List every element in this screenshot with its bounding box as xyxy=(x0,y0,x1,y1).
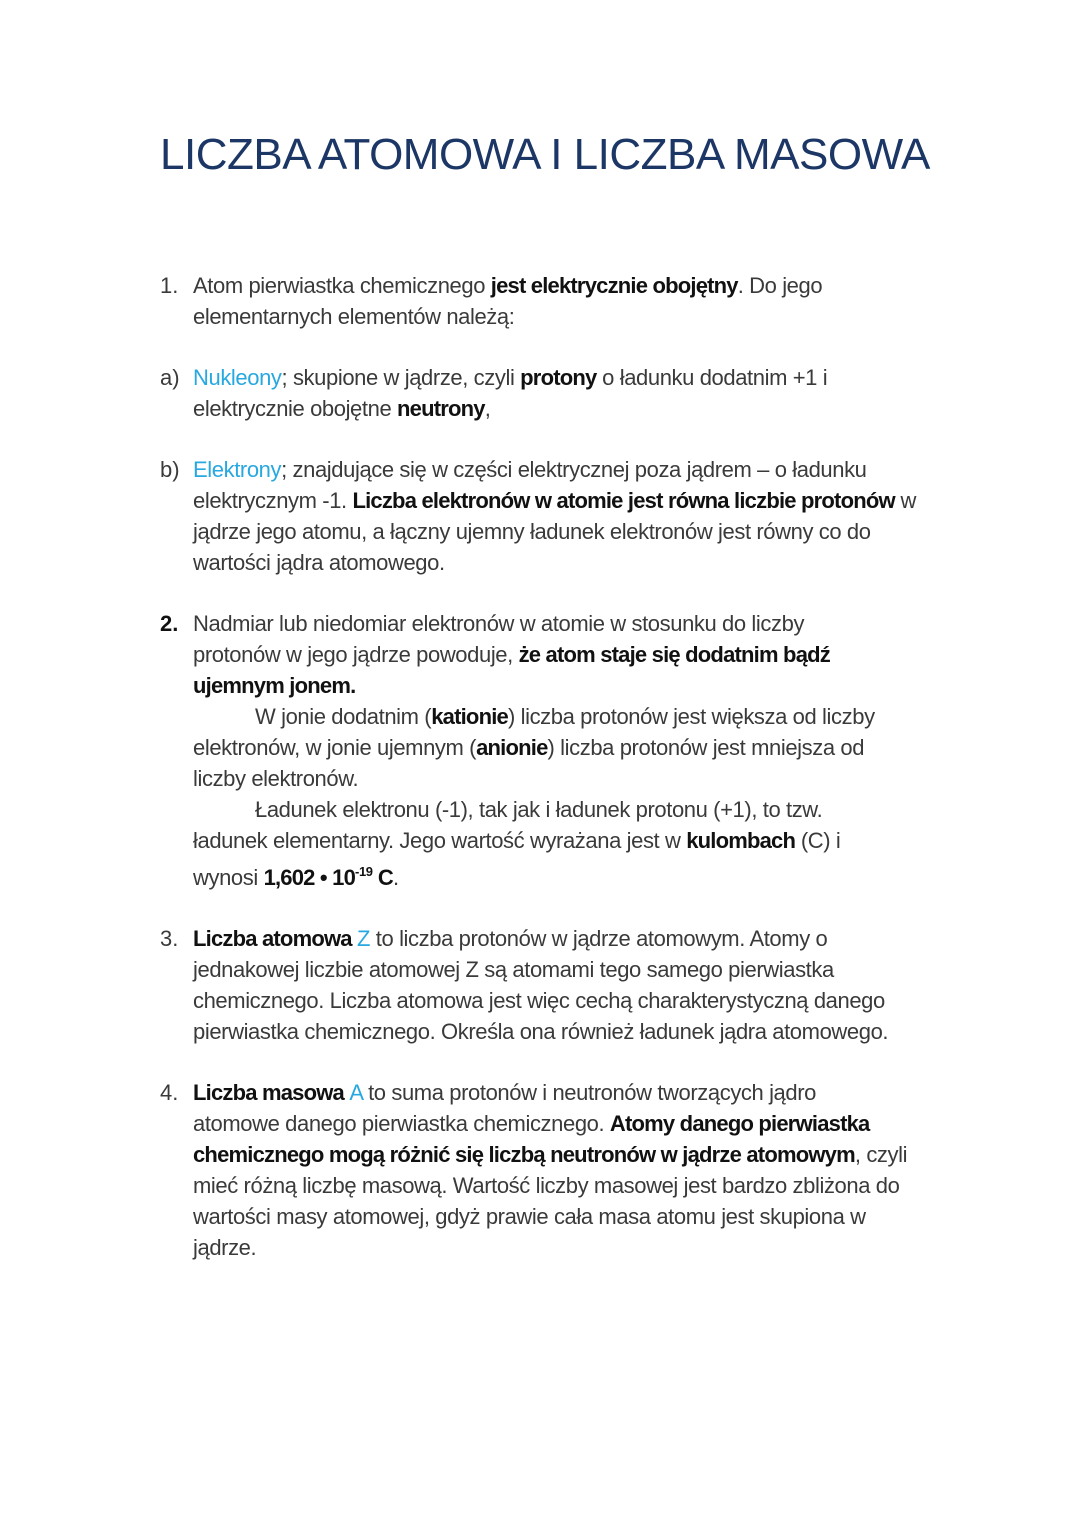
list-item xyxy=(160,923,980,1047)
text-line xyxy=(193,923,980,954)
text: jednakowej liczbie atomowej Z są atomami tego samego pierwiastka xyxy=(193,957,834,982)
text-line xyxy=(193,485,980,516)
text: (C) i xyxy=(795,828,841,853)
list-item xyxy=(160,1077,980,1263)
text: liczby elektronów. xyxy=(193,766,359,791)
text: w xyxy=(894,488,917,513)
text: wartości masy atomowej, gdyż prawie cała masa atomu jest skupiona w xyxy=(193,1204,866,1229)
text-line xyxy=(193,1016,980,1047)
list-item xyxy=(160,454,980,578)
text: pierwiastka chemicznego. Określa ona również ładunek jądra atomowego. xyxy=(193,1019,889,1044)
bold-text: protony xyxy=(520,365,597,390)
page-title: LICZBA ATOMOWA I LICZBA MASOWA xyxy=(160,130,930,179)
text: . xyxy=(393,865,399,890)
text-line xyxy=(193,1232,980,1263)
bold-text: Liczba masowa xyxy=(193,1080,350,1105)
list-marker: 4. xyxy=(160,1080,179,1105)
list-marker: 3. xyxy=(160,926,179,951)
text: , czyli xyxy=(854,1142,908,1167)
bold-text: Liczba atomowa xyxy=(193,926,358,951)
text-line xyxy=(193,825,980,856)
text: W jonie dodatnim ( xyxy=(255,704,432,729)
text-line xyxy=(193,454,980,485)
text-line xyxy=(193,362,980,393)
text: ) liczba protonów jest większa od liczby xyxy=(507,704,875,729)
text: elementarnych elementów należą: xyxy=(193,304,515,329)
text-line xyxy=(193,393,980,424)
text-line xyxy=(193,1108,980,1139)
text: chemicznego. Liczba atomowa jest więc cechą charakterystyczną danego xyxy=(193,988,885,1013)
text: mieć różną liczbę masową. Wartość liczby masowej jest bardzo zbliżona do xyxy=(193,1173,900,1198)
list-marker: b) xyxy=(160,457,180,482)
text-line xyxy=(193,985,980,1016)
text: Ładunek elektronu (-1), tak jak i ładunek protonu (+1), to tzw. xyxy=(255,797,823,822)
text: Nadmiar lub niedomiar elektronów w atomie w stosunku do liczby xyxy=(193,611,805,636)
text: protonów w jego jądrze powoduje, xyxy=(193,642,519,667)
highlighted-term: Z xyxy=(357,926,371,951)
superscript: -19 xyxy=(355,864,373,879)
text-line xyxy=(193,608,980,639)
bold-text: chemicznego mogą różnić się liczbą neutronów w jądrze atomowym xyxy=(193,1142,855,1167)
bold-text: że atom staje się dodatnim bądź xyxy=(518,642,830,667)
text-line xyxy=(193,701,980,732)
list-marker: a) xyxy=(160,365,180,390)
text-line xyxy=(193,1139,980,1170)
text-line xyxy=(193,732,980,763)
text-line xyxy=(193,763,980,794)
text: ładunek elementarny. Jego wartość wyrażana jest w xyxy=(193,828,687,853)
list-item xyxy=(160,362,980,424)
text: atomowe danego pierwiastka chemicznego. xyxy=(193,1111,610,1136)
text-line xyxy=(193,794,980,825)
text-line xyxy=(193,856,980,893)
text: ) liczba protonów jest mniejsza od xyxy=(547,735,865,760)
text: elektrycznym -1. xyxy=(193,488,353,513)
highlighted-term: Elektrony xyxy=(193,457,282,482)
text: . Do jego xyxy=(737,273,823,298)
list-marker: 1. xyxy=(160,273,179,298)
text: wynosi xyxy=(193,865,264,890)
text-line xyxy=(193,639,980,670)
bold-text: ujemnym jonem. xyxy=(193,673,356,698)
list-marker: 2. xyxy=(160,611,179,636)
text-line xyxy=(193,516,980,547)
list-item xyxy=(160,270,980,332)
text: elektronów, w jonie ujemnym ( xyxy=(193,735,477,760)
bold-text: Liczba elektronów w atomie jest równa liczbie protonów xyxy=(352,488,895,513)
text: Atom pierwiastka chemicznego xyxy=(193,273,491,298)
highlighted-term: A xyxy=(349,1080,363,1105)
text: jądrze. xyxy=(193,1235,257,1260)
highlighted-term: Nukleony xyxy=(193,365,282,390)
document-body xyxy=(160,270,980,1293)
text: ; znajdujące się w części elektrycznej poza jądrem – o ładunku xyxy=(281,457,867,482)
bold-text: C xyxy=(372,865,394,890)
bold-text: kationie xyxy=(431,704,508,729)
text-line xyxy=(193,547,980,578)
text: jądrze jego atomu, a łączny ujemny ładunek elektronów jest równy co do xyxy=(193,519,871,544)
text-line xyxy=(193,1201,980,1232)
text: elektrycznie obojętne xyxy=(193,396,397,421)
text: to suma protonów i neutronów tworzących jądro xyxy=(362,1080,816,1105)
text-line xyxy=(193,301,980,332)
text: ; skupione w jądrze, czyli xyxy=(281,365,521,390)
text: o ładunku dodatnim +1 i xyxy=(596,365,828,390)
text-line xyxy=(193,1170,980,1201)
bold-text: Atomy danego pierwiastka xyxy=(609,1111,870,1136)
bold-text: jest elektrycznie obojętny xyxy=(490,273,738,298)
text-line xyxy=(193,1077,980,1108)
text: , xyxy=(484,396,491,421)
list-item xyxy=(160,608,980,893)
bold-text: anionie xyxy=(476,735,548,760)
text: to liczba protonów w jądrze atomowym. Atomy o xyxy=(370,926,828,951)
bold-text: 1,602 • 10 xyxy=(263,865,356,890)
text-line xyxy=(193,954,980,985)
text: wartości jądra atomowego. xyxy=(193,550,445,575)
text-line xyxy=(193,270,980,301)
bold-text: neutrony xyxy=(397,396,485,421)
text-line xyxy=(193,670,980,701)
bold-text: kulombach xyxy=(686,828,796,853)
